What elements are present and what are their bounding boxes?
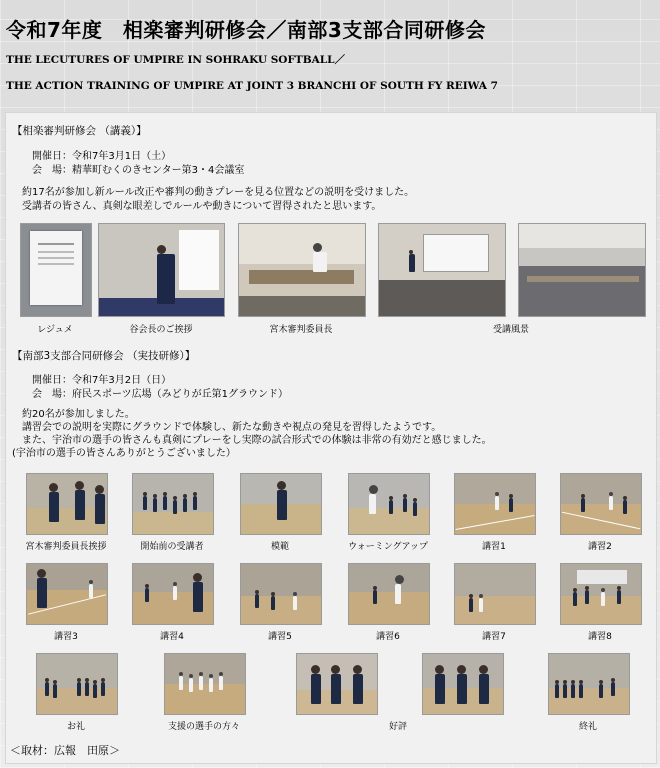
page-title: 令和7年度 相楽審判研修会／南部3支部合同研修会 (6, 18, 486, 42)
photo-training-5 (240, 563, 322, 625)
photo-thanks (36, 653, 118, 715)
caption-demonstration: 模範 (270, 542, 290, 552)
photo-miyaki-greeting (26, 473, 108, 535)
caption-miyaki-greeting: 宮木審判委員長挨拶 (25, 542, 107, 552)
photo-training-2 (560, 473, 642, 535)
caption-training-6: 講習6 (376, 632, 400, 642)
photo-president-greeting (98, 223, 225, 317)
photo-popular (296, 653, 378, 715)
section2-venue: 会 場：府民スポーツ広場（みどりが丘第1グラウンド） (32, 389, 288, 400)
reporter-credit: ＜取材：広報 田原＞ (10, 744, 120, 757)
photo-resume (20, 223, 92, 317)
photo-warming-up (348, 473, 430, 535)
caption-training-1: 講習1 (482, 542, 506, 552)
section1-venue: 会 場：精華町むくのきセンター第3・4会議室 (32, 165, 245, 176)
caption-training-3: 講習3 (54, 632, 78, 642)
english-title-line-2: THE ACTION TRAINING OF UMPIRE AT JOINT 3 BRANCHI OF SOUTH FY REIWA 7 (6, 80, 498, 92)
caption-training-8: 講習8 (588, 632, 612, 642)
caption-training-2: 講習2 (588, 542, 612, 552)
photo-closing (548, 653, 630, 715)
caption-participants-before-start: 開始前の受講者 (140, 542, 204, 552)
caption-training-4: 講習4 (160, 632, 184, 642)
section1-body-1: 約17名が参加し新ルール改正や審判の動きプレーを見る位置などの説明を受けました。 (22, 187, 415, 198)
photo-participants-before-start (132, 473, 214, 535)
caption-thanks: お礼 (66, 722, 86, 732)
caption-training-7: 講習7 (482, 632, 506, 642)
photo-training-1 (454, 473, 536, 535)
section1-heading: 【相楽審判研修会 （講義）】 (12, 125, 147, 137)
photo-popular-2 (422, 653, 504, 715)
photo-training-3 (26, 563, 108, 625)
section2-body-4: (宇治市の選手の皆さんありがとうございました） (12, 448, 236, 459)
caption-closing: 終礼 (578, 722, 598, 732)
content-panel (5, 112, 657, 764)
section2-body-1: 約20名が参加しました。 (22, 409, 135, 420)
photo-training-4 (132, 563, 214, 625)
photo-miyaki-chairman (238, 223, 366, 317)
caption-training-5: 講習5 (268, 632, 292, 642)
caption-popular: 好評 (388, 722, 408, 732)
section2-body-3: また、宇治市の選手の皆さんも真剣にプレーをし実際の試合形式での体験は非常の有効だと感じました。 (22, 435, 492, 446)
photo-demonstration (240, 473, 322, 535)
english-title-line-1: THE LECUTURES OF UMPIRE IN SOHRAKU SOFTBALL／ (6, 54, 345, 66)
caption-resume: レジュメ (37, 325, 73, 335)
section1-date: 開催日：令和7年3月1日（土） (32, 151, 172, 162)
caption-warming-up: ウォーミングアップ (348, 542, 428, 552)
section2-heading: 【南部3支部合同研修会 （実技研修）】 (12, 350, 196, 362)
photo-supporting-players (164, 653, 246, 715)
photo-lecture-scene-1 (378, 223, 506, 317)
caption-president-greeting: 谷会長のご挨拶 (129, 325, 193, 335)
photo-training-7 (454, 563, 536, 625)
page-header (0, 0, 660, 104)
caption-supporting-players: 支援の選手の方々 (167, 722, 241, 732)
section2-date: 開催日：令和7年3月2日（日） (32, 375, 172, 386)
caption-miyaki-chairman: 宮木審判委員長 (269, 325, 333, 335)
section1-body-2: 受講者の皆さん、真剣な眼差しでルールや動きについて習得されたと思います。 (22, 201, 382, 212)
photo-lecture-scene-2 (518, 223, 646, 317)
caption-lecture-scene: 受講風景 (492, 325, 530, 335)
section2-body-2: 講習会での説明を実際にグラウンドで体験し、新たな動きや視点の発見を習得したようです。 (22, 422, 442, 433)
photo-training-6 (348, 563, 430, 625)
photo-training-8 (560, 563, 642, 625)
